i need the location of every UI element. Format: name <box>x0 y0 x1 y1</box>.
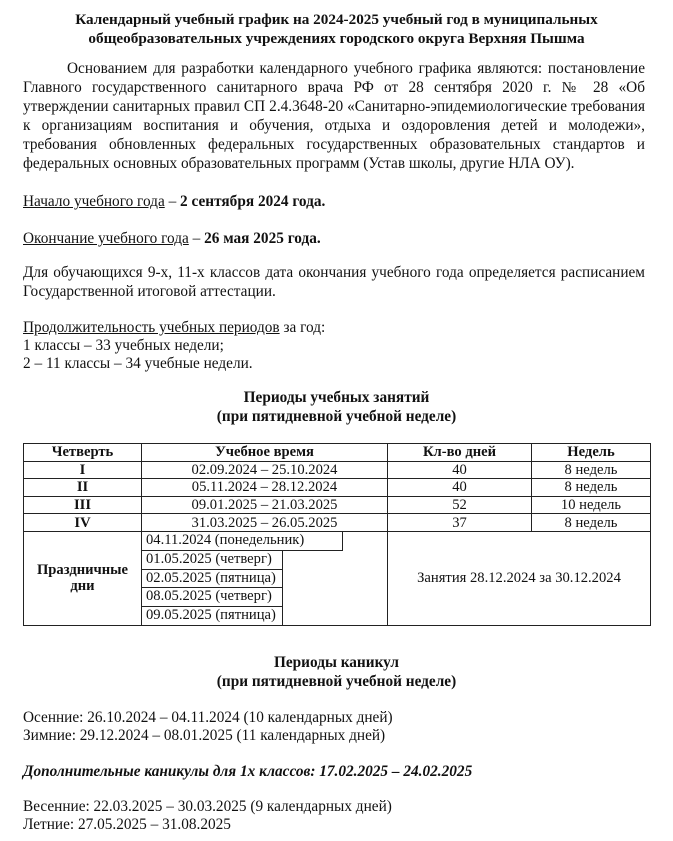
holidays-row <box>24 531 651 625</box>
quarter-cell: IV <box>24 514 142 532</box>
header-weeks: Недель <box>532 444 651 462</box>
duration-line-2: 2 – 11 классы – 34 учебные недели. <box>23 355 253 372</box>
weeks-cell: 10 недель <box>532 496 651 514</box>
holiday-item: 02.05.2025 (пятница) <box>142 570 283 589</box>
vacation-additional: Дополнительные каникулы для 1х классов: 17.02.2025 – 24.02.2025 <box>23 763 473 780</box>
time-cell: 09.01.2025 – 21.03.2025 <box>142 496 388 514</box>
periods-subheading: (при пятидневной учебной неделе) <box>216 408 457 425</box>
end-of-year <box>23 229 321 248</box>
end-value: 26 мая 2025 года. <box>204 230 321 247</box>
weeks-cell: 8 недель <box>532 514 651 532</box>
header-time: Учебное время <box>142 444 388 462</box>
table-row <box>24 514 651 532</box>
end-label: Окончание учебного года <box>23 230 189 247</box>
start-value: 2 сентября 2024 года. <box>180 193 326 210</box>
quarter-cell: I <box>24 461 142 479</box>
periods-heading: Периоды учебных занятий <box>243 389 430 406</box>
quarter-cell: III <box>24 496 142 514</box>
table-row <box>24 496 651 514</box>
basis-paragraph: Основанием для разработки календарного учебного графика являются: постановление Главного государственного санитарного врача РФ от 28 сентября 2020 г. № 28 «Об утверждении санитарных правил СП 2.4.3648-20 «Санитарно-эпидемиологические требования к организациям воспитания и обучения, отдыха и оздоровления детей и молодежи», требования обновленных федеральных государственных образовательных стандартов и федеральных основных образовательных программ (Устав школы, другие НЛА ОУ). <box>23 60 645 172</box>
holidays-label-line-2: дни <box>70 578 95 595</box>
vacation-summer: Летние: 27.05.2025 – 31.08.2025 <box>23 816 231 833</box>
weeks-cell: 8 недель <box>532 461 651 479</box>
start-label: Начало учебного года <box>23 193 165 210</box>
days-cell: 52 <box>388 496 532 514</box>
weeks-cell: 8 недель <box>532 479 651 497</box>
holiday-item: 01.05.2025 (четверг) <box>142 551 283 570</box>
duration-line-1: 1 классы – 33 учебных недели; <box>23 337 224 354</box>
start-separator: – <box>164 193 181 210</box>
vacation-winter: Зимние: 29.12.2024 – 08.01.2025 (11 календарных дней) <box>23 727 386 744</box>
days-cell: 40 <box>388 479 532 497</box>
holidays-label-line-1: Праздничные <box>36 562 129 579</box>
holidays-list <box>142 531 388 625</box>
vacation-autumn: Осенние: 26.10.2024 – 04.11.2024 (10 календарных дней) <box>23 709 393 726</box>
document-title: Календарный учебный график на 2024-2025 учебный год в муниципальных общеобразовательных учреждениях городского округа Верхняя Пышма <box>75 11 598 47</box>
holiday-note: Занятия 28.12.2024 за 30.12.2024 <box>388 531 651 625</box>
time-cell: 31.03.2025 – 26.05.2025 <box>142 514 388 532</box>
start-of-year <box>23 192 325 211</box>
days-cell: 37 <box>388 514 532 532</box>
holidays-label <box>24 531 142 625</box>
periods-table <box>23 443 651 626</box>
days-cell: 40 <box>388 461 532 479</box>
table-row <box>24 461 651 479</box>
holiday-item: 09.05.2025 (пятница) <box>142 607 283 625</box>
time-cell: 02.09.2024 – 25.10.2024 <box>142 461 388 479</box>
gia-paragraph: Для обучающихся 9-х, 11-х классов дата окончания учебного года определяется расписанием Государственной итоговой аттестации. <box>23 264 645 300</box>
vacations-heading: Периоды каникул <box>273 654 400 671</box>
vacations-subheading: (при пятидневной учебной неделе) <box>216 673 457 690</box>
header-quarter: Четверть <box>24 444 142 462</box>
header-days: Кл-во дней <box>388 444 532 462</box>
holiday-item: 04.11.2024 (понедельник) <box>142 532 343 551</box>
holiday-item: 08.05.2025 (четверг) <box>142 588 283 607</box>
table-header-row <box>24 444 651 462</box>
duration-suffix: за год: <box>279 319 326 336</box>
duration-label: Продолжительность учебных периодов <box>23 319 280 336</box>
duration-heading <box>23 318 325 337</box>
table-row <box>24 479 651 497</box>
vacation-spring: Весенние: 22.03.2025 – 30.03.2025 (9 календарных дней) <box>23 798 392 815</box>
time-cell: 05.11.2024 – 28.12.2024 <box>142 479 388 497</box>
end-separator: – <box>188 230 205 247</box>
quarter-cell: II <box>24 479 142 497</box>
